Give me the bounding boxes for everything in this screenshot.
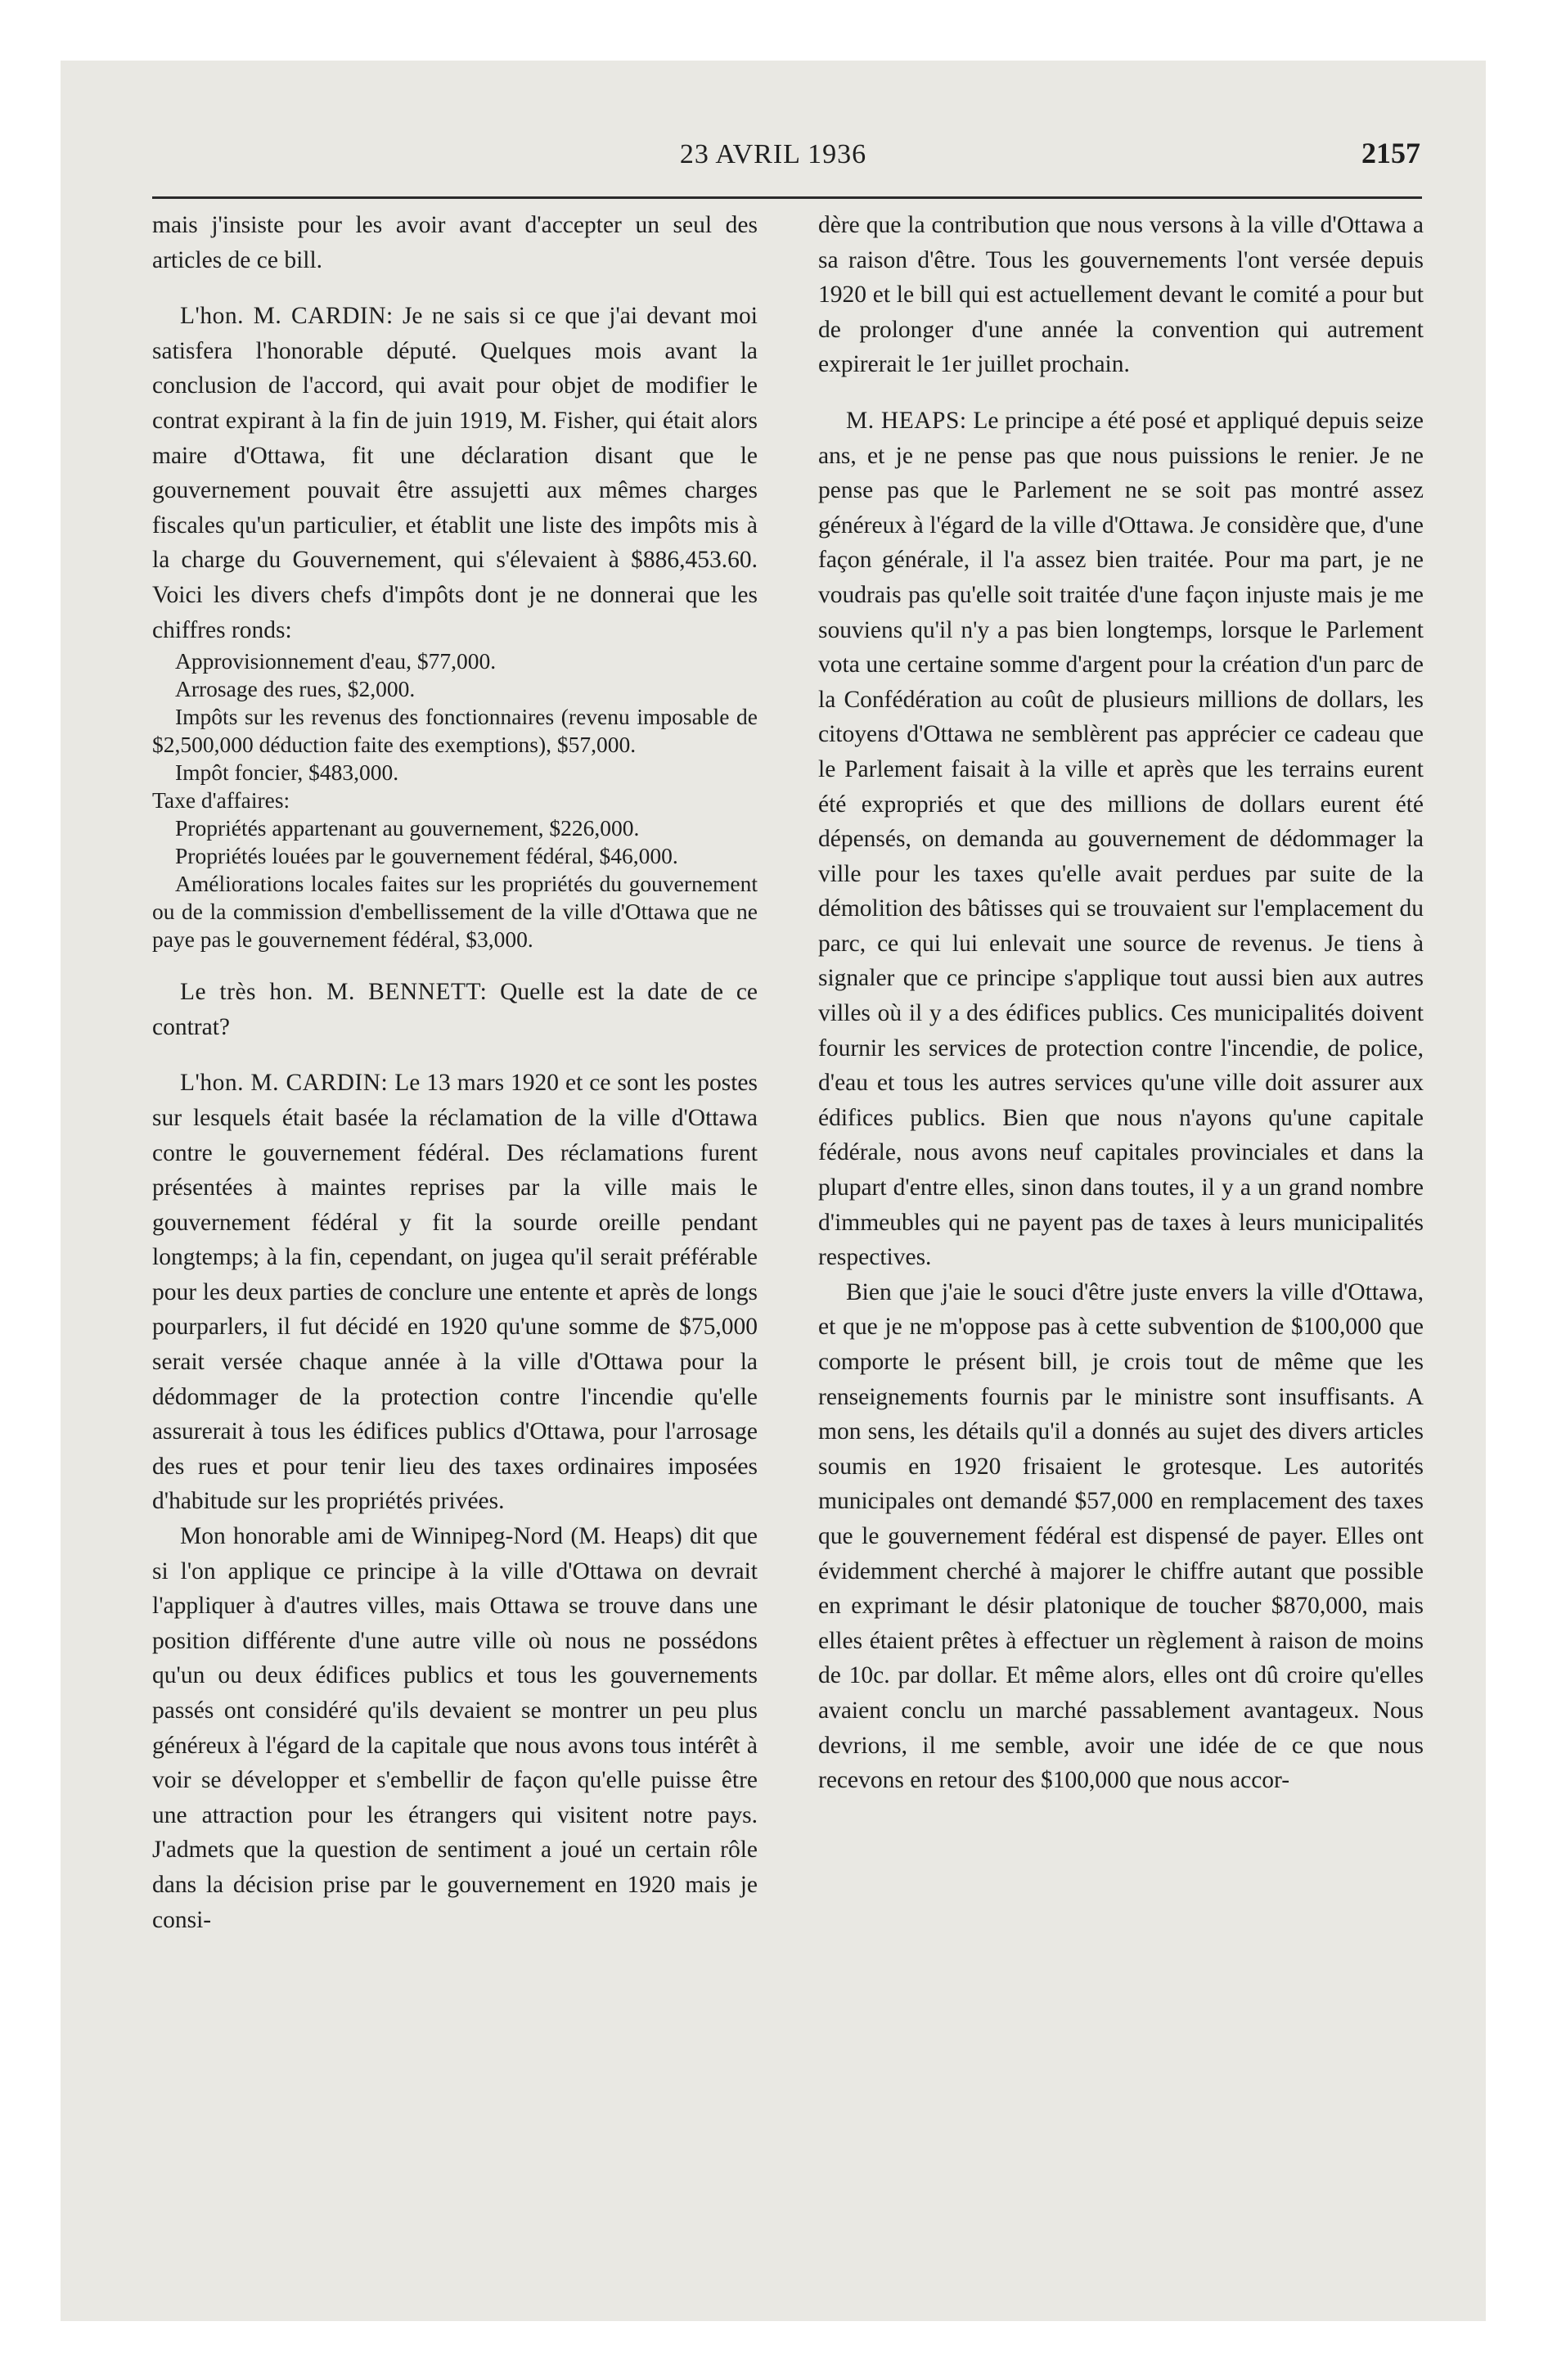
list-item: Propriétés appartenant au gouvernement, $226,000. <box>175 815 640 841</box>
paragraph: Mon honorable ami de Winnipeg-Nord (M. Heaps) dit que si l'on applique ce principe à la ville d'Ottawa on devrait l'appliquer à d'autres villes, mais Ottawa se trouve dans une position différente d'une autre ville où nous ne possédons qu'un ou deux édifices publics et tous les gouvernements passés ont considéré qu'ils devaient se montrer un peu plus généreux à l'égard de la capitale que nous avons tous intérêt à voir se développer et s'embellir de façon qu'elle puisse être une attraction pour les étrangers qui visitent notre pays. J'admets que la question de sentiment a joué un certain rôle dans la décision prise par le gouvernement en 1920 mais je consi- <box>152 1523 758 1933</box>
tax-list <box>152 647 758 953</box>
paragraph <box>818 403 1424 1275</box>
speech-text: Je ne sais si ce que j'ai devant moi satisfera l'honorable député. Quelques mois avant la conclusion de l'accord, qui avait pour objet de modifier le contrat expirant à la fin de juin 1919, M. Fisher, qui était alors maire d'Ottawa, fit une déclaration disant que le gouvernement pouvait être assujetti aux mêmes charges fiscales qu'un particulier, et établit une liste des impôts mis à la charge du Gouvernement, qui s'élevaient à $886,453.60. Voici les divers chefs d'impôts dont je ne donnerai que les chiffres ronds: <box>152 303 758 643</box>
speech-text: Le 13 mars 1920 et ce sont les postes sur lesquels était basée la réclamation de la ville d'Ottawa contre le gouvernement fédéral. Des réclamations furent présentées à maintes reprises par la ville mais le gouvernement fédéral y fit la sourde oreille pendant longtemps; à la fin, cependant, on jugea qu'il serait préférable pour les deux parties de conclure une entente et après de longs pourparlers, il fut décidé en 1920 qu'une somme de $75,000 serait versée chaque année à la ville d'Ottawa pour la dédommager de la protection contre l'incendie qu'elle assurerait à tous les édifices publics d'Ottawa, pour l'arrosage des rues et pour tenir lieu des taxes ordinaires imposées d'habitude sur les propriétés privées. <box>152 1070 758 1515</box>
paragraph <box>152 299 758 647</box>
list-item: Taxe d'affaires: <box>152 787 290 814</box>
list-item: Arrosage des rues, $2,000. <box>175 676 416 702</box>
list-item: Impôt foncier, $483,000. <box>175 760 399 786</box>
speaker-name: L'hon. M. CARDIN: <box>180 1070 389 1097</box>
paragraph: mais j'insiste pour les avoir avant d'accepter un seul des articles de ce bill. <box>152 212 758 273</box>
right-column <box>818 208 1424 1798</box>
paragraph <box>152 975 758 1044</box>
header-rule <box>152 196 1422 199</box>
paragraph <box>152 1066 758 1519</box>
list-item: Impôts sur les revenus des fonctionnaires (revenu imposable de $2,500,000 déduction faite des exemptions), $57,000. <box>152 704 758 758</box>
speaker-name: M. HEAPS: <box>846 407 967 434</box>
speech-text: Quelle est la date de ce contrat? <box>152 979 758 1040</box>
paragraph: Bien que j'aie le souci d'être juste envers la ville d'Ottawa, et que je ne m'oppose pas à cette subvention de $100,000 que comporte le présent bill, je crois tout de même que les renseignements fournis par le ministre sont insuffisants. A mon sens, les détails qu'il a donnés au sujet des divers articles soumis en 1920 frisaient le grotesque. Les autorités municipales ont demandé $57,000 en remplacement des taxes que le gouvernement fédéral est dispensé de payer. Elles ont évidemment cherché à majorer le chiffre autant que possible en exprimant le désir platonique de toucher $870,000, mais elles étaient prêtes à effectuer un règlement à raison de moins de 10c. par dollar. Et même alors, elles ont dû croire qu'elles avaient conclu un marché passablement avantageux. Nous devrions, il me semble, avoir une idée de ce que nous recevons en retour des $100,000 que nous accor- <box>818 1278 1424 1794</box>
scanned-page <box>61 61 1486 2321</box>
speaker-name: L'hon. M. CARDIN: <box>180 303 394 330</box>
paragraph: dère que la contribution que nous versons à la ville d'Ottawa a sa raison d'être. Tous les gouvernements l'ont versée depuis 1920 et le bill qui est actuellement devant le comité a pour but de prolonger d'une année la convention qui autrement expirerait le 1er juillet prochain. <box>818 212 1424 378</box>
list-item: Approvisionnement d'eau, $77,000. <box>175 648 497 674</box>
page-header <box>61 139 1486 188</box>
list-item: Propriétés louées par le gouvernement fédéral, $46,000. <box>175 843 678 869</box>
left-column <box>152 208 758 1937</box>
page-number: 2157 <box>1361 137 1420 169</box>
speaker-name: Le très hon. M. BENNETT: <box>180 979 488 1006</box>
list-item: Améliorations locales faites sur les propriétés du gouvernement ou de la commission d'embellissement de la ville d'Ottawa que ne paye pas le gouvernement fédéral, $3,000. <box>152 871 758 953</box>
header-date: 23 AVRIL 1936 <box>679 139 867 169</box>
speech-text: Le principe a été posé et appliqué depuis seize ans, et je ne pense pas que nous puissions le renier. Je ne pense pas que le Parlement ne se soit pas montré assez généreux à l'égard de la ville d'Ottawa. Je considère que, d'une façon générale, il l'a assez bien traitée. Pour ma part, je ne voudrais pas qu'elle soit traitée d'une façon injuste mais je me souviens qu'il n'y a pas bien longtemps, lorsque le Parlement vota une certaine somme d'argent pour la création d'un parc de la Confédération au coût de plusieurs millions de dollars, les citoyens d'Ottawa ne semblèrent pas apprécier ce cadeau que le Parlement faisait à la ville et après que les terrains eurent été expropriés et que des millions de dollars eurent été dépensés, on demanda au gouvernement de dédommager la ville pour les taxes qu'elle avait perdues par suite de la démolition des bâtisses qui se trouvaient sur l'emplacement du parc, ce qui lui enlevait une source de revenus. Je tiens à signaler que ce principe s'applique tout aussi bien aux autres villes où il y a des édifices publics. Ces municipalités doivent fournir les services de protection contre l'incendie, de police, d'eau et tous les autres services qu'une ville doit assurer aux édifices publics. Bien que nous n'ayons qu'une capitale fédérale, nous avons neuf capitales provinciales et dans la plupart d'entre elles, sinon dans toutes, il y a un grand nombre d'immeubles qui ne payent pas de taxes à leurs municipalités respectives. <box>818 407 1424 1271</box>
